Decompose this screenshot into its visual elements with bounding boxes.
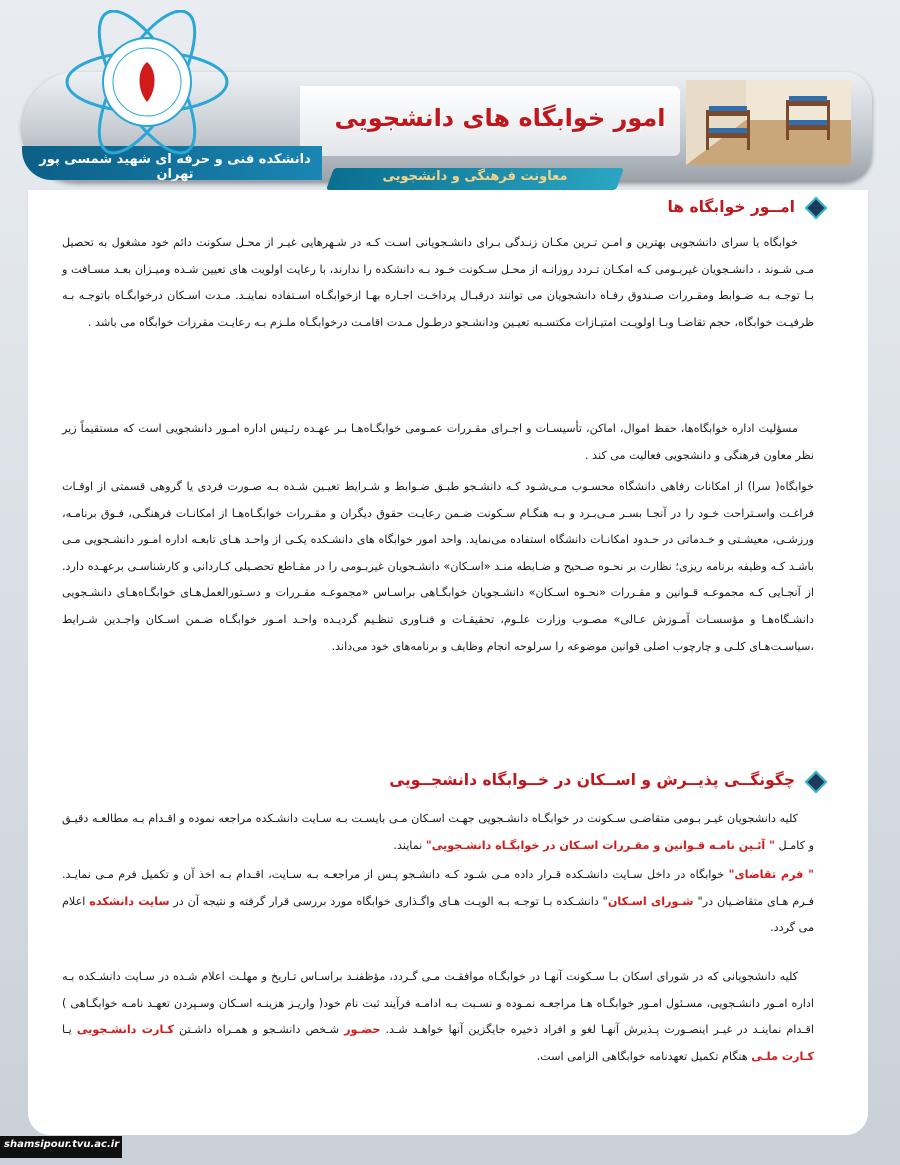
dormitory-room-icon xyxy=(686,80,851,165)
college-name: دانشکده فنی و حرفه ای شهید شمسی پور تهران xyxy=(39,152,311,182)
paragraph-dorm-intro: خوابگاه یا سرای دانشجویی بهترین و امـن تـرین مکـان زنـدگی بـرای دانشـجویانی اسـت کـه در شـهرهایی غیـر از محـل سکونت دائم خود مشغول به تحصیل مـی شـوند ، دانشـجویان غیربـومی کـه امکـان تـردد روزانـه از محـل سـکونت خـود بـه دانشکده را ندارند، با رعایت اولویت های تعیین شـده ومیـزان بعـد مسـافت و بـا توجـه بـه ضـوابط ومقـررات صـندوق رفـاه دانشجویان می توانند درقبـال پرداخـت اجـاره بهـا ازخوابگـاه اسـتفاده نماینـد. مـدت اسـکان درخوابگـاه باتوجـه بـه ظرفیـت خوابگاه، حجم تقاضـا وبـا اولویـت امتیـازات مکتسـبه تعیـین ودانشـجو درطـول مـدت اقامـت درخوابگـاه ملـزم بـه رعایـت مقررات خوابگاه می باشد . xyxy=(62,236,814,329)
admission-text: شـخص دانشـجو و همـراه داشـتن xyxy=(174,1023,345,1037)
presence-text: حضـور xyxy=(344,1023,381,1037)
admission-text: یـا xyxy=(62,1023,77,1037)
admission-text: کلیه دانشجویان غیـر بـومی متقاضـی سـکونت در خوابگـاه دانشـجویی جهـت اسـکان مـی بایسـت بـه سـایت دانشـکده مراجعه نموده و اقـدام بـه مطالعـه دقیـق و کامـل xyxy=(62,812,814,852)
admission-text: " دانشـکده بـا توجـه بـه الویـت هـای واگـذاری خوابگاه مورد بررسی قرار گرفته و نتیجه آن در xyxy=(169,894,608,908)
paragraph-admission-3 xyxy=(62,964,814,1114)
university-logo-icon xyxy=(62,10,232,155)
page-title: امور خوابگاه های دانشجویی xyxy=(334,104,666,132)
housing-council-text: شـورای اسـکان xyxy=(607,894,698,908)
admission-text: نمایند. xyxy=(393,838,426,852)
section-heading-dormitories: امــور خوابگاه ها xyxy=(667,198,795,216)
student-card-text: کـارت دانشـجویی xyxy=(76,1023,175,1037)
paragraph-admission-1 xyxy=(62,806,814,862)
page-subtitle: معاونت فرهنگی و دانشجویی xyxy=(382,169,568,184)
national-card-text: کـارت ملـی xyxy=(751,1049,814,1063)
request-form-text: " فرم تقاضای" xyxy=(728,868,814,881)
footer-site-url: shamsipour.tvu.ac.ir xyxy=(4,1139,120,1150)
regulations-link-text: " آئـین نامـه قـوانین و مقـررات اسـکان در خوابگـاه دانشـجویی" xyxy=(425,838,775,852)
admission-text: کلیه دانشجویانی که در شورای اسکان بـا سـکونت آنهـا در خوابگـاه موافقـت مـی گـردد، مؤظفنـد براسـاس تـاریخ و مهلـت اعلام شـده در سـایت دانشـکده بـه اداره امـور دانشـجویی، مسـئول امـور خوابگـاه هـا مراجعـه نمـوده و نسـبت بـه ادامـه فرآیند ثبت نام خود( واریـز هزینـه اسـکان وسـپردن تعهـد نامـه خوابگـاهی ) اقـدام نماینـد در غیـر اینصـورت پـذیرش آنهـا لغو و افراد ذخیره جایگزین آنها خواهـد شـد. xyxy=(62,970,814,1037)
college-site-text: سایت دانشکده xyxy=(89,894,170,908)
admission-text: اعلام می گردد. xyxy=(62,894,814,935)
section-heading-admission: چگونگــی پذیــرش و اســکان در خــوابگاه دانشجــویی xyxy=(389,771,795,789)
paragraph-dorm-facilities: خوابگاه( سرا) از امکانات رفاهی دانشگاه محسـوب مـی‌شـود کـه دانشـجو طبـق ضـوابط و شـرایط تعیـین شـده بـه صـورت فردی یا گروهی قسمتی از اوقـات فراغـت واسـتراحت خـود را در آنجـا بسـر مـی‌بـرد و بـه هنگـام سـکونت ضـمن رعایـت حقوق دیگران و مقـررات خوابگـاه‌هـا از امکانـات فرهنگـی، فـوق برنامـه، ورزشـی، معیشـتی و خـدماتی در حـدود امکانـات دانشگاه استفاده می‌نماید. واحد امور خوابگاه های دانشـکده یکـی از واحـد هـای تابعـه اداره امـور دانشـجویی مـی باشـد کـه وظیفه برنامه ریزی؛ نظارت بر نحـوه صـحیح و ضـابطه منـد «اسـکان» دانشـجویان غیربـومی را در مقـاطع تحصـیلی کـاردانی و کارشناسـی برعهـده دارد. از آنجـایی کـه مجموعـه قـوانین و مقـررات «نحـوه اسـکان» دانشـجویان خوابگـاهی براسـاس «مجموعـه مقـررات و دسـتورالعمل‌هـای خوابگـاه‌هـای دانشـجویی دانشـگاه‌هـا و مؤسسـات آمـوزش عـالی» مصـوب وزارت علـوم، تحقیقـات و فنـاوری تنظـیم گردیـده واحـد امـور خوابگـاه ضـمن اسـکان واجـدین شـرایط ،سیاسـت‌هـای کلـی و چارچوب اصلی قوانین موضوعه را سرلوحه انجام وظایف و برنامه‌های خود می‌داند. xyxy=(62,480,814,653)
admission-text: خوابگاه در داخل سـایت دانشـکده قـرار داده مـی شـود کـه دانشـجو پـس از مراجعـه بـه سـایت، اقـدام بـه اخذ آن و تکمیل فرم مـی نمایـد. فـرم هـای متقاضـیان در" xyxy=(62,868,814,908)
paragraph-admission-2 xyxy=(62,862,814,946)
admission-text: هنگام تکمیل تعهدنامه خوابگاهی الزامی است. xyxy=(536,1049,752,1063)
paragraph-dorm-responsibility: مسؤلیت اداره خوابگاه‌ها، حفظ اموال، اماکن، تأسیسـات و اجـرای مقـررات عمـومی خوابگـاه‌هـا بـر عهـده رئـیس اداره امـور دانشجویی است که مستقیماً زیر نظر معاون فرهنگی و دانشجویی فعالیت می کند . xyxy=(62,422,814,462)
